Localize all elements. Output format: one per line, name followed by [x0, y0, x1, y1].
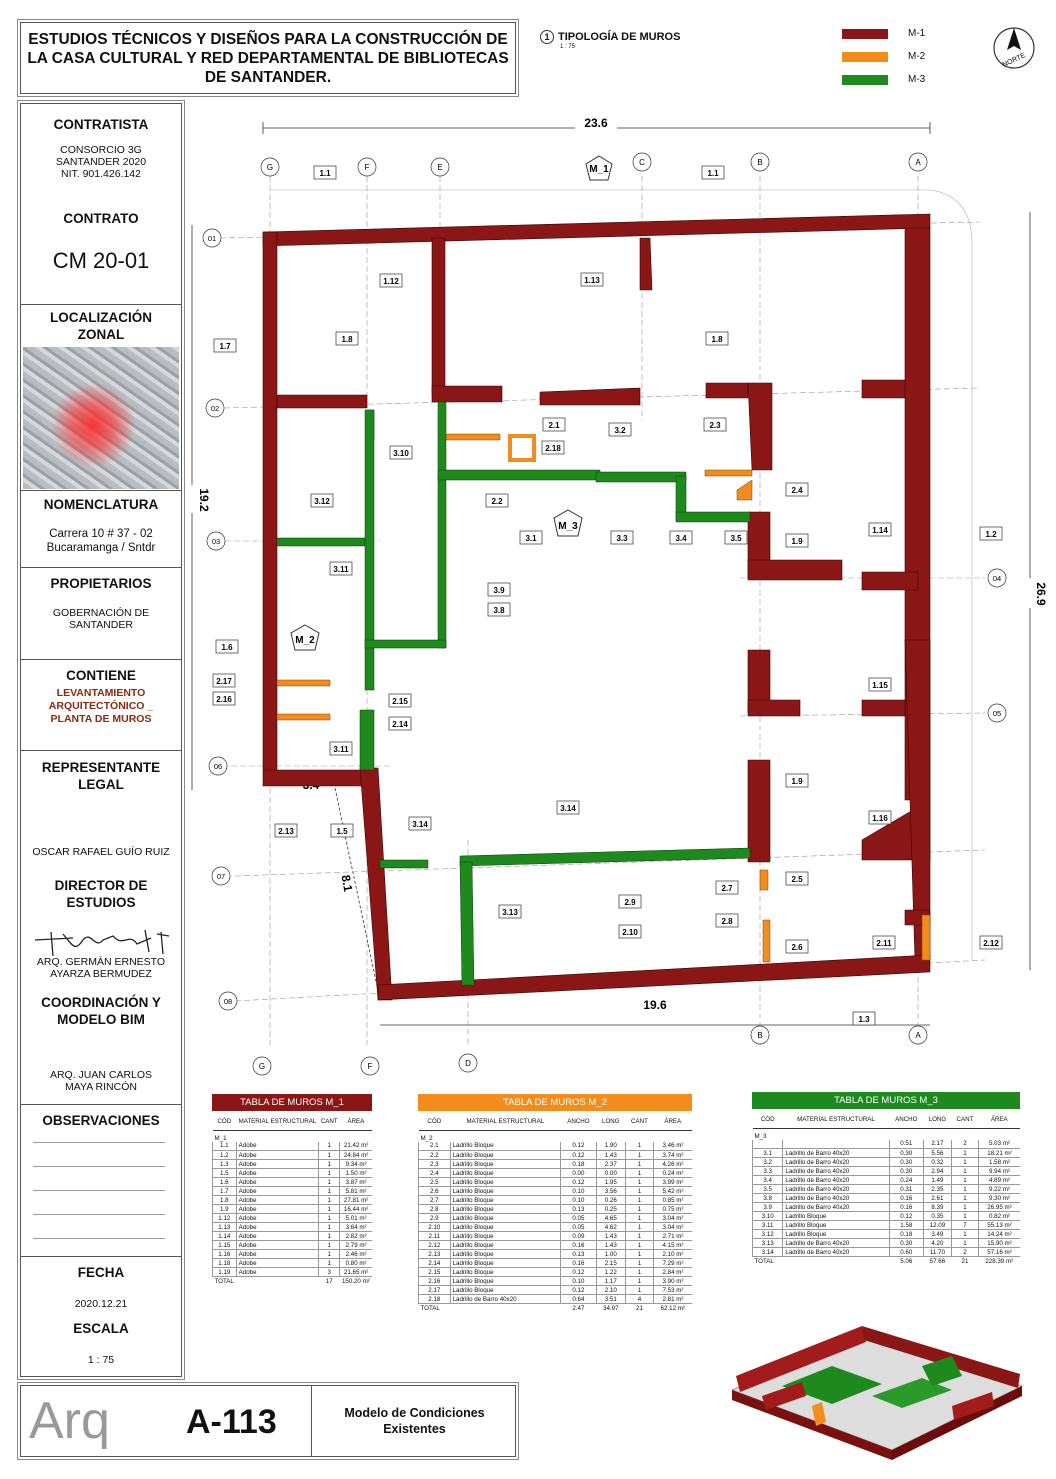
table-m1-title: TABLA DE MUROS M_1 — [212, 1094, 372, 1111]
wall-label — [216, 640, 238, 653]
table-row: 3.12 Ladrillo Bloque 0.18 3.49 1 14.24 m² — [753, 1230, 1021, 1239]
table-m3: CÓD MATERIAL ESTRUCTURAL ANCHO LONG CANT ÁREA M_3 0.51 2.17 2 5.03 m² 3.1 Ladrillo de Barro 40x20 0.30 5.56 1 18.21 m² 3.2 Ladrillo de Barro 40x20 0.30 0.32 1 1.58 m² 3.3 Ladrillo de Barro 40x20 0.30 2.94 1 9.94 m² 3.4 Ladrillo de Barro 40x20 0.24 1.49 1 4.89 m² 3.5 Ladrillo de Barro 40x20 0.31 2.35 1 9.22 m² 3.8 Ladrillo de Barro 40x20 0.16 2.61 1 9.30 m² 3.9 Ladrillo de Barro 40x20 0.16 8.39 1 26.95 m² 3.10 Ladrillo Bloque 0.12 0.35 1 0.82 m² 3.11 Ladrillo Bloque 1.58 12.09 7 55.13 m² 3.12 Ladrillo Bloque 0.18 3.49 1 14.24 m² 3.13 Ladrillo de Barro 40x20 0.30 4.20 1 15.90 m² 3.14 Ladrillo de Barro 40x20 0.60 11.70 2 57.16 m² TOTAL 5.06 57.66 21 228.39 m² — [752, 1112, 1020, 1266]
column-header: CÓD — [753, 1112, 783, 1128]
contiene-line-2: ARQUITECTÓNICO _ — [48, 700, 154, 712]
svg-text:1.1: 1.1 — [319, 169, 331, 178]
sheet-footer — [20, 1385, 516, 1457]
wall-label — [853, 1012, 875, 1025]
table-row: 3.3 Ladrillo de Barro 40x20 0.30 2.94 1 9.94 m² — [753, 1167, 1021, 1176]
wall-label — [488, 583, 510, 596]
svg-text:2.2: 2.2 — [491, 497, 503, 506]
wall-label — [390, 446, 412, 459]
wall-label — [611, 531, 633, 544]
table-row: 1.5 Adobe 1 1.50 m² — [213, 1169, 373, 1178]
wall-label — [311, 494, 333, 507]
column-header: MATERIAL ESTRUCTURAL — [236, 1114, 319, 1130]
svg-text:1.2: 1.2 — [985, 530, 997, 539]
table-m3-title: TABLA DE MUROS M_3 — [752, 1092, 1020, 1109]
table-row: 2.9 Ladrillo Bloque 0.05 4.65 1 3.04 m² — [419, 1214, 693, 1223]
column-header: CANT — [319, 1114, 340, 1130]
table-row: 3.5 Ladrillo de Barro 40x20 0.31 2.35 1 9.22 m² — [753, 1185, 1021, 1194]
svg-text:3.10: 3.10 — [393, 449, 409, 458]
svg-text:3.13: 3.13 — [502, 908, 518, 917]
walls-m1 — [263, 214, 930, 1000]
plan-title: 1 TIPOLOGÍA DE MUROS 1 : 75 — [540, 30, 680, 44]
svg-text:3.3: 3.3 — [616, 534, 628, 543]
wall-label — [557, 801, 579, 814]
svg-text:E: E — [437, 163, 443, 172]
table-m1: CÓD MATERIAL ESTRUCTURAL CANT ÁREA M_1 1.1 Adobe 1 21.42 m² 1.2 Adobe 1 24.84 m² 1.3 Adobe 1 9.34 m² 1.5 Adobe 1 1.50 m² 1.6 Adobe 1 3.87 m² 1.7 Adobe 1 5.81 m² 1.8 Adobe 1 27.81 m² 1.9 Adobe 1 16.44 m² 1.12 Adobe 1 5.01 m² 1.13 Adobe 1 3.64 m² 1.14 Adobe 1 2.82 m² 1.15 Adobe 1 2.79 m² 1.16 Adobe 1 2.46 m² 1.18 Adobe 1 0.80 m² 1.19 Adobe 3 21.65 m² TOTAL 17 150.20 m² — [212, 1114, 372, 1286]
dim-inner-2: 8.1 — [338, 873, 356, 893]
table-row: 2.12 Ladrillo Bloque 0.16 1.43 1 4.15 m² — [419, 1241, 693, 1250]
wall-label — [389, 694, 411, 707]
svg-text:1.16: 1.16 — [872, 814, 888, 823]
table-row: 3.2 Ladrillo de Barro 40x20 0.30 0.32 1 1.58 m² — [753, 1158, 1021, 1167]
svg-text:1.9: 1.9 — [791, 777, 803, 786]
dim-right: 26.9 — [1034, 582, 1048, 606]
localizacion-heading-1: LOCALIZACIÓN — [50, 310, 152, 325]
column-header: CÓD — [213, 1114, 237, 1130]
table-row: 1.13 Adobe 1 3.64 m² — [213, 1223, 373, 1232]
wall-label — [670, 531, 692, 544]
fecha-heading: FECHA — [77, 1265, 125, 1280]
column-header: LONG — [923, 1112, 951, 1128]
table-row: 2.17 Ladrillo Bloque 0.12 2.10 1 7.53 m² — [419, 1286, 693, 1295]
tag-m2 — [291, 625, 319, 650]
table-row: 1.14 Adobe 1 2.82 m² — [213, 1232, 373, 1241]
table-row: 2.5 Ladrillo Bloque 0.12 1.95 1 3.99 m² — [419, 1178, 693, 1187]
svg-text:2.6: 2.6 — [791, 943, 803, 952]
representante-heading-1: REPRESENTANTE — [41, 760, 161, 775]
arq-logo: Arq — [29, 1392, 110, 1450]
axis-a-bottom — [909, 1026, 927, 1044]
axis-06-left — [209, 757, 227, 775]
svg-text:B: B — [757, 158, 763, 167]
svg-text:M_1: M_1 — [589, 164, 609, 175]
svg-text:08: 08 — [223, 997, 233, 1006]
axis-a-top — [909, 153, 927, 171]
table-row: 1.15 Adobe 1 2.79 m² — [213, 1241, 373, 1250]
table-row: 3.13 Ladrillo de Barro 40x20 0.30 4.20 1 15.90 m² — [753, 1239, 1021, 1248]
svg-text:F: F — [364, 163, 370, 172]
wall-label — [704, 418, 726, 431]
drawing-title: ESTUDIOS TÉCNICOS Y DISEÑOS PARA LA CONSTRUCCIÓN DE LA CASA CULTURAL Y RED DEPARTAMENTAL DE BIBLIOTECAS DE SANTANDER. — [20, 22, 516, 94]
grid-axes — [220, 176, 985, 1045]
svg-text:1.8: 1.8 — [711, 335, 723, 344]
column-header: ÁREA — [340, 1114, 372, 1130]
wall-label — [520, 531, 542, 544]
axis-08-left — [219, 992, 237, 1010]
wall-label — [873, 936, 895, 949]
tag-m1 — [586, 156, 612, 180]
axis-02-left — [206, 399, 224, 417]
wall-label — [275, 824, 297, 837]
svg-text:1.12: 1.12 — [383, 277, 399, 286]
signature-image — [33, 926, 173, 960]
contiene-line-3: PLANTA DE MUROS — [50, 713, 152, 725]
wall-label — [486, 494, 508, 507]
wall-label — [542, 441, 564, 454]
wall-type-legend — [842, 22, 925, 91]
column-header: MATERIAL ESTRUCTURAL — [450, 1114, 560, 1130]
svg-text:2.18: 2.18 — [545, 444, 561, 453]
contratista-heading: CONTRATISTA — [53, 117, 149, 132]
svg-text:2.8: 2.8 — [721, 917, 733, 926]
svg-text:3.11: 3.11 — [333, 745, 349, 754]
table-row: 2.2 Ladrillo Bloque 0.12 1.43 1 3.74 m² — [419, 1151, 693, 1160]
table-row: 3.9 Ladrillo de Barro 40x20 0.16 8.39 1 26.95 m² — [753, 1203, 1021, 1212]
wall-label — [706, 332, 728, 345]
svg-text:C: C — [639, 158, 645, 167]
svg-text:03: 03 — [211, 537, 221, 546]
table-row: 3.8 Ladrillo de Barro 40x20 0.16 2.61 1 9.30 m² — [753, 1194, 1021, 1203]
nomenclatura-line-1: Carrera 10 # 37 - 02 — [49, 528, 153, 540]
table-row: 2.14 Ladrillo Bloque 0.16 2.15 1 7.29 m² — [419, 1259, 693, 1268]
table-row: 1.6 Adobe 1 3.87 m² — [213, 1178, 373, 1187]
table-row: 2.15 Ladrillo Bloque 0.12 1.22 1 2.84 m² — [419, 1268, 693, 1277]
north-arrow-icon — [992, 24, 1036, 72]
wall-label — [581, 273, 603, 286]
svg-text:A: A — [915, 158, 921, 167]
svg-text:M_2: M_2 — [295, 635, 315, 646]
wall-label — [543, 418, 565, 431]
localizacion-heading-2: ZONAL — [77, 327, 125, 342]
svg-text:1.3: 1.3 — [858, 1015, 870, 1024]
table-row: 2.13 Ladrillo Bloque 0.13 1.00 1 2.10 m² — [419, 1250, 693, 1259]
column-header: LONG — [596, 1114, 625, 1130]
wall-label — [725, 531, 747, 544]
column-header: CANT — [625, 1114, 653, 1130]
axis-markers-bottom — [253, 1026, 927, 1075]
escala-heading: ESCALA — [73, 1321, 129, 1336]
table-row: 3.4 Ladrillo de Barro 40x20 0.24 1.49 1 4.89 m² — [753, 1176, 1021, 1185]
svg-text:3.12: 3.12 — [314, 497, 330, 506]
contrato-heading: CONTRATO — [63, 211, 139, 226]
svg-text:3.11: 3.11 — [333, 565, 349, 574]
wall-label — [330, 562, 352, 575]
axis-f-top — [358, 158, 376, 176]
svg-text:3.8: 3.8 — [493, 606, 505, 615]
contrato-value: CM 20-01 — [52, 248, 150, 273]
table-total-row: TOTAL 5.06 57.66 21 228.39 m² — [754, 1257, 1014, 1265]
propietarios-line-1: GOBERNACIÓN DE — [52, 607, 150, 619]
dim-left: 19.2 — [197, 488, 211, 512]
director-name-1: ARQ. GERMÁN ERNESTO — [36, 956, 166, 968]
wall-label — [786, 872, 808, 885]
svg-text:3.1: 3.1 — [525, 534, 537, 543]
axis-e-top — [431, 158, 449, 176]
svg-text:1.1: 1.1 — [707, 169, 719, 178]
table-row: 0.51 2.17 2 5.03 m² — [753, 1140, 1021, 1149]
axis-g-top — [261, 158, 279, 176]
svg-text:1.6: 1.6 — [221, 643, 233, 652]
wall-label — [869, 811, 891, 824]
table-row: 2.3 Ladrillo Bloque 0.18 2.37 1 4.26 m² — [419, 1160, 693, 1169]
column-header: CANT — [951, 1112, 978, 1128]
svg-text:3.5: 3.5 — [730, 534, 742, 543]
column-header: ANCHO — [561, 1114, 597, 1130]
fecha-value: 2020.12.21 — [74, 1298, 128, 1310]
axis-d-bottom — [459, 1054, 477, 1072]
propietarios-line-2: SANTANDER — [69, 619, 133, 631]
table-row: 1.19 Adobe 3 21.65 m² — [213, 1268, 373, 1277]
observaciones-heading: OBSERVACIONES — [42, 1113, 160, 1128]
svg-text:2.11: 2.11 — [876, 939, 892, 948]
wall-label — [716, 881, 738, 894]
axis-f-bottom — [361, 1057, 379, 1075]
svg-text:1.9: 1.9 — [791, 537, 803, 546]
table-row: 1.2 Adobe 1 24.84 m² — [213, 1151, 373, 1160]
svg-text:2.16: 2.16 — [216, 695, 232, 704]
table-row: 2.1 Ladrillo Bloque 0.12 1.90 1 3.46 m² — [419, 1142, 693, 1151]
contratista-line-3: NIT. 901.426.142 — [61, 168, 141, 180]
axis-markers-left — [203, 229, 1006, 1010]
svg-text:1.14: 1.14 — [872, 526, 888, 535]
director-name-2: AYARZA BERMUDEZ — [50, 968, 152, 980]
table-row: 3.1 Ladrillo de Barro 40x20 0.30 5.56 1 18.21 m² — [753, 1149, 1021, 1158]
axis-01-left — [203, 229, 221, 247]
wall-label — [619, 895, 641, 908]
director-heading-1: DIRECTOR DE — [54, 878, 148, 893]
svg-text:3.2: 3.2 — [614, 426, 626, 435]
wall-label — [980, 936, 1002, 949]
propietarios-heading: PROPIETARIOS — [50, 576, 152, 591]
svg-text:F: F — [367, 1062, 373, 1071]
table-row: 2.16 Ladrillo Bloque 0.10 1.17 1 3.90 m² — [419, 1277, 693, 1286]
column-header: ÁREA — [654, 1114, 692, 1130]
plan-scale: 1 : 75 — [560, 44, 576, 50]
svg-text:1.7: 1.7 — [219, 342, 231, 351]
representante-name: OSCAR RAFAEL GUÍO RUIZ — [32, 846, 170, 858]
wall-label — [213, 692, 235, 705]
wall-label — [314, 166, 336, 179]
wall-label — [499, 905, 521, 918]
nomenclatura-heading: NOMENCLATURA — [43, 497, 159, 512]
svg-text:2.7: 2.7 — [721, 884, 733, 893]
director-heading-2: ESTUDIOS — [66, 895, 136, 910]
table-row: 2.8 Ladrillo Bloque 0.13 0.25 1 0.75 m² — [419, 1205, 693, 1214]
table-row: 2.11 Ladrillo Bloque 0.09 1.43 1 2.71 m² — [419, 1232, 693, 1241]
coordinacion-name-2: MAYA RINCÓN — [65, 1081, 137, 1093]
isometric-3d-model-image — [722, 1326, 1030, 1460]
floor-plan — [186, 100, 1046, 1090]
column-header: MATERIAL ESTRUCTURAL — [783, 1112, 889, 1128]
axis-07-left — [212, 867, 230, 885]
svg-text:2.1: 2.1 — [548, 421, 560, 430]
contiene-line-1: LEVANTAMIENTO — [56, 687, 146, 699]
table-row: 1.7 Adobe 1 5.81 m² — [213, 1187, 373, 1196]
svg-text:NORTE: NORTE — [1001, 52, 1027, 69]
table-total-row: TOTAL 2.47 34.97 21 62.12 m² — [420, 1304, 685, 1312]
wall-label — [214, 339, 236, 352]
wall-label — [389, 717, 411, 730]
column-header: CÓD — [419, 1114, 451, 1130]
svg-text:2.12: 2.12 — [983, 939, 999, 948]
svg-text:2.5: 2.5 — [791, 875, 803, 884]
axis-b-top — [751, 153, 769, 171]
dim-bottom: 19.6 — [643, 998, 667, 1012]
svg-text:2.15: 2.15 — [392, 697, 408, 706]
wall-label — [786, 774, 808, 787]
legend-item-m1: M-1 — [842, 22, 925, 45]
table-row: 1.16 Adobe 1 2.46 m² — [213, 1250, 373, 1259]
table-row: 1.8 Adobe 1 27.81 m² — [213, 1196, 373, 1205]
svg-text:1.5: 1.5 — [336, 827, 348, 836]
legend-item-m3: M-3 — [842, 68, 925, 91]
table-row: 1.12 Adobe 1 5.01 m² — [213, 1214, 373, 1223]
svg-text:04: 04 — [992, 574, 1002, 583]
wall-label — [786, 483, 808, 496]
svg-text:02: 02 — [210, 404, 220, 413]
contratista-line-1: CONSORCIO 3G — [60, 144, 142, 156]
table-row: 1.3 Adobe 1 9.34 m² — [213, 1160, 373, 1169]
table-row: 3.10 Ladrillo Bloque 0.12 0.35 1 0.82 m² — [753, 1212, 1021, 1221]
table-row: 2.7 Ladrillo Bloque 0.10 0.26 1 0.85 m² — [419, 1196, 693, 1205]
svg-text:A: A — [915, 1031, 921, 1040]
svg-text:1.8: 1.8 — [341, 335, 353, 344]
axis-b-bottom — [751, 1026, 769, 1044]
svg-text:2.14: 2.14 — [392, 720, 408, 729]
title-block-sidebar — [20, 103, 182, 1377]
svg-text:06: 06 — [213, 762, 223, 771]
svg-text:M_3: M_3 — [558, 521, 578, 532]
svg-text:1.13: 1.13 — [584, 276, 600, 285]
tag-m3 — [554, 510, 582, 536]
svg-text:G: G — [258, 1062, 266, 1071]
axis-04-right — [988, 569, 1006, 587]
wall-label — [786, 940, 808, 953]
wall-label — [869, 678, 891, 691]
svg-text:D: D — [465, 1059, 471, 1068]
svg-text:2.13: 2.13 — [278, 827, 294, 836]
wall-label — [702, 166, 724, 179]
svg-text:2.10: 2.10 — [622, 928, 638, 937]
table-row: 1.1 Adobe 1 21.42 m² — [213, 1142, 373, 1151]
wall-label — [716, 914, 738, 927]
contiene-heading: CONTIENE — [66, 668, 136, 683]
table-row: 1.18 Adobe 1 0.80 m² — [213, 1259, 373, 1268]
svg-text:01: 01 — [207, 234, 217, 243]
svg-text:1.15: 1.15 — [872, 681, 888, 690]
legend-item-m2: M-2 — [842, 45, 925, 68]
coordinacion-heading-1: COORDINACIÓN Y — [41, 995, 161, 1010]
svg-text:3.14: 3.14 — [412, 820, 428, 829]
svg-text:3.9: 3.9 — [493, 586, 505, 595]
table-total-row: TOTAL 17 150.20 m² — [214, 1277, 370, 1285]
table-row: 1.9 Adobe 1 16.44 m² — [213, 1205, 373, 1214]
axis-g-bottom — [253, 1057, 271, 1075]
table-row: 2.4 Ladrillo Bloque 0.00 0.00 1 0.24 m² — [419, 1169, 693, 1178]
svg-text:2.17: 2.17 — [216, 677, 232, 686]
coordinacion-name-1: ARQ. JUAN CARLOS — [49, 1069, 153, 1081]
svg-text:3.14: 3.14 — [560, 804, 576, 813]
wall-label — [869, 523, 891, 536]
table-row: 2.10 Ladrillo Bloque 0.05 4.62 1 3.04 m² — [419, 1223, 693, 1232]
wall-label — [409, 817, 431, 830]
wall-label — [980, 527, 1002, 540]
svg-text:05: 05 — [992, 709, 1002, 718]
wall-label — [213, 674, 235, 687]
table-m2-title: TABLA DE MUROS M_2 — [418, 1094, 692, 1111]
coordinacion-heading-2: MODELO BIM — [57, 1012, 145, 1027]
axis-c-top — [633, 153, 651, 171]
wall-label — [609, 423, 631, 436]
svg-text:2.4: 2.4 — [791, 486, 803, 495]
svg-text:B: B — [757, 1031, 763, 1040]
wall-label — [619, 925, 641, 938]
svg-text:07: 07 — [216, 872, 226, 881]
representante-heading-2: LEGAL — [78, 777, 124, 792]
nomenclatura-line-2: Bucaramanga / Sntdr — [46, 542, 156, 554]
sheet-description: Modelo de Condiciones Existentes — [311, 1386, 517, 1456]
sheet-code: A-113 — [186, 1403, 277, 1441]
svg-text:3.4: 3.4 — [675, 534, 687, 543]
escala-value: 1 : 75 — [87, 1354, 115, 1366]
axis-05-right — [988, 704, 1006, 722]
wall-label — [786, 534, 808, 547]
plan-number: 1 — [540, 30, 554, 44]
column-header: ÁREA — [979, 1112, 1020, 1128]
table-m2: CÓD MATERIAL ESTRUCTURAL ANCHO LONG CANT ÁREA M_2 2.1 Ladrillo Bloque 0.12 1.90 1 3.46 m² 2.2 Ladrillo Bloque 0.12 1.43 1 3.74 m² 2.3 Ladrillo Bloque 0.18 2.37 1 4.26 m² 2.4 Ladrillo Bloque 0.00 0.00 1 0.24 m² 2.5 Ladrillo Bloque 0.12 1.95 1 3.99 m² 2.6 Ladrillo Bloque 0.10 3.56 1 5.42 m² 2.7 Ladrillo Bloque 0.10 0.26 1 0.85 m² 2.8 Ladrillo Bloque 0.13 0.25 1 0.75 m² 2.9 Ladrillo Bloque 0.05 4.65 1 3.04 m² 2.10 Ladrillo Bloque 0.05 4.62 1 3.04 m² 2.11 Ladrillo Bloque 0.09 1.43 1 2.71 m² 2.12 Ladrillo Bloque 0.16 1.43 1 4.15 m² 2.13 Ladrillo Bloque 0.13 1.00 1 2.10 m² 2.14 Ladrillo Bloque 0.16 2.15 1 7.29 m² 2.15 Ladrillo Bloque 0.12 1.22 1 2.84 m² 2.16 Ladrillo Bloque 0.10 1.17 1 3.90 m² 2.17 Ladrillo Bloque 0.12 2.10 1 7.53 m² 2.18 Ladrillo de Barro 40x20 0.64 3.51 4 2.81 m² TOTAL 2.47 34.97 21 62.12 m² — [418, 1114, 692, 1313]
svg-text:2.9: 2.9 — [624, 898, 636, 907]
svg-text:2.3: 2.3 — [709, 421, 721, 430]
axis-03-left — [207, 532, 225, 550]
column-header: ANCHO — [889, 1112, 923, 1128]
wall-label — [488, 603, 510, 616]
wall-label — [336, 332, 358, 345]
wall-label — [330, 742, 352, 755]
wall-label — [380, 274, 402, 287]
table-row: 3.14 Ladrillo de Barro 40x20 0.60 11.70 2 57.16 m² — [753, 1248, 1021, 1257]
svg-text:G: G — [266, 163, 274, 172]
table-row: 2.6 Ladrillo Bloque 0.10 3.56 1 5.42 m² — [419, 1187, 693, 1196]
table-row: 3.11 Ladrillo Bloque 1.58 12.09 7 55.13 m² — [753, 1221, 1021, 1230]
walls-m3 — [277, 402, 750, 985]
dim-top: 23.6 — [584, 116, 608, 130]
location-map-image — [23, 347, 179, 489]
table-row: 2.18 Ladrillo de Barro 40x20 0.64 3.51 4 2.81 m² — [419, 1295, 693, 1304]
contratista-line-2: SANTANDER 2020 — [55, 156, 147, 168]
wall-label — [331, 824, 353, 837]
